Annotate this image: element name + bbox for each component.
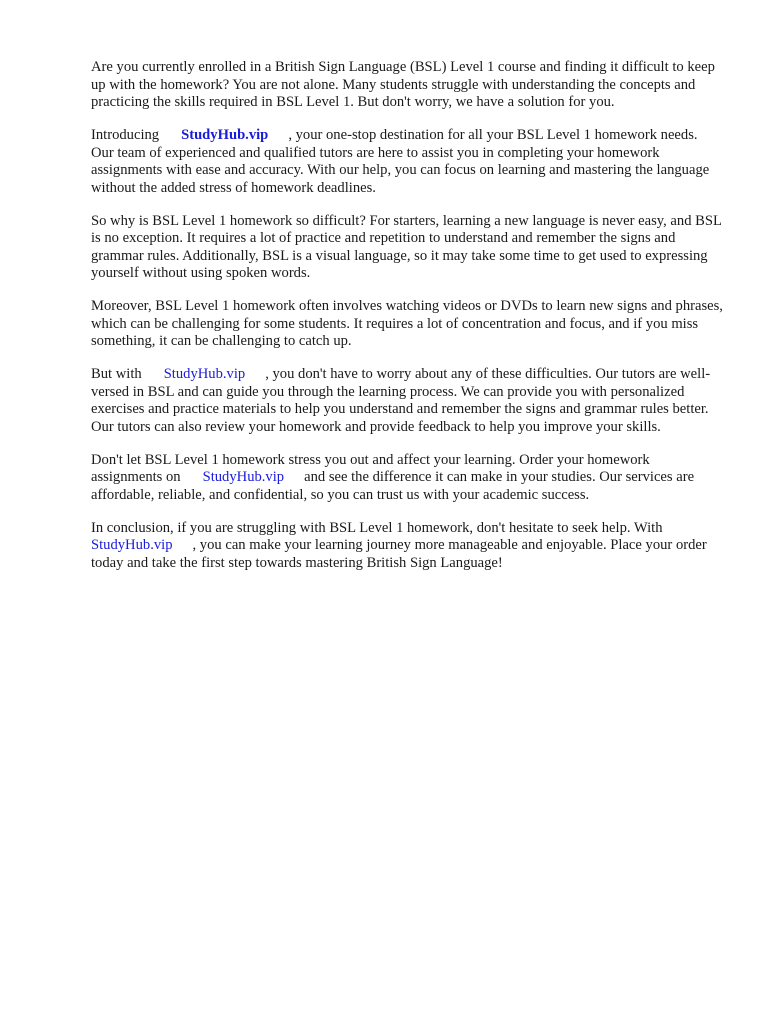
paragraph-text-before: In conclusion, if you are struggling with BSL Level 1 homework, don't hesitate to seek help. With xyxy=(91,519,663,536)
paragraph-text-before: Introducing xyxy=(91,127,160,143)
paragraph-difficulty: So why is BSL Level 1 homework so difficult? For starters, learning a new language is never easy, and BSL is no exception. It requires a lot of practice and repetition to understand and remember the signs and grammar rules. Additionally, BSL is a visual language, so it may take some time to get used to expressing yourself without using spoken words. xyxy=(91,212,722,281)
studyhub-link[interactable]: StudyHub.vip xyxy=(163,366,246,382)
paragraph-text-before: Don't let BSL Level 1 homework stress you out and affect your learning. Order your homework assignments on xyxy=(91,451,650,485)
paragraph-moreover: Moreover, BSL Level 1 homework often involves watching videos or DVDs to learn new signs and phrases, which can be challenging for some students. It requires a lot of concentration and focus, and if you miss something, it can be challenging to catch up. xyxy=(91,298,723,349)
paragraph-but-with xyxy=(91,366,723,436)
studyhub-link[interactable]: StudyHub.vip xyxy=(181,127,269,143)
paragraph-text-before: But with xyxy=(91,366,142,382)
paragraph-dont-let xyxy=(91,452,723,505)
paragraph-conclusion xyxy=(91,520,723,573)
paragraph-text-after: and see the difference it can make in your studies. Our services are affordable, reliable, and confidential, so you can trust us with your academic success. xyxy=(91,469,695,503)
paragraph-text-after: , you don't have to worry about any of these difficulties. Our tutors are well-versed in BSL and can guide you through the learning process. We can provide you with personalized exercises and practice materials to help you understand and remember the signs and grammar rules better. Our tutors can also review your homework and provide feedback to help you improve your skills. xyxy=(91,366,711,435)
paragraph-text-after: , your one-stop destination for all your BSL Level 1 homework needs. Our team of experienced and qualified tutors are here to assist you in completing your homework assignments with ease and accuracy. With our help, you can focus on learning and mastering the language without the added stress of homework deadlines. xyxy=(91,127,710,196)
studyhub-link[interactable]: StudyHub.vip xyxy=(91,537,173,553)
document-body xyxy=(91,59,723,588)
paragraph-intro: Are you currently enrolled in a British Sign Language (BSL) Level 1 course and finding it difficult to keep up with the homework? You are not alone. Many students struggle with understanding the concepts and practicing the skills required in BSL Level 1. But don't worry, we have a solution for you. xyxy=(91,59,715,110)
paragraph-introducing xyxy=(91,127,723,197)
studyhub-link[interactable]: StudyHub.vip xyxy=(202,469,285,485)
paragraph-text-after: , you can make your learning journey more manageable and enjoyable. Place your order today and take the first step towards mastering British Sign Language! xyxy=(91,537,707,571)
